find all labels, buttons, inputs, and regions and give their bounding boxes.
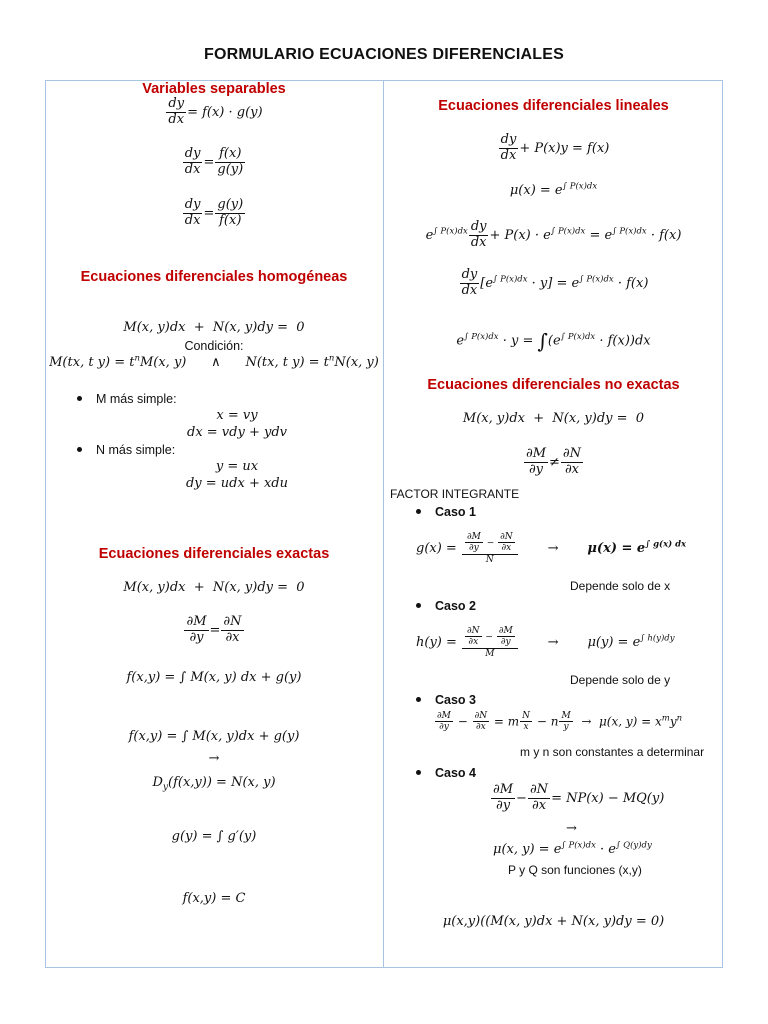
label-m-mas-simple: M más simple: [96, 392, 177, 406]
heading-exactas: Ecuaciones diferenciales exactas [98, 546, 330, 562]
formula-exacta-f1: f(x,y) = ∫ M(x, y) dx + g(y) [126, 670, 302, 685]
formula-no-exacta-condicion: $\frac{\partial M}{\partial y}$ ≠ $\frac{\partial N}{\partial x}$ [525, 446, 582, 477]
formula-exacta-general: M(x, y)dx + N(x, y)dy = 0 [123, 580, 305, 595]
formula-caso-1: g(x) = $\frac{\partial M}{\partial y}$ − $\frac{\partial N}{\partial x}$ N → $\mu(x) = e^{\int g(x) dx}$ [416, 532, 687, 565]
label-factor-integrante: FACTOR INTEGRANTE [390, 487, 520, 501]
formula-exacta-f2: f(x,y) = ∫ M(x, y)dx + g(y) [128, 729, 300, 744]
formula-factor-integrante: $\mu(x) = e^{\int P(x)dx}$ [509, 181, 598, 198]
note-caso-1: Depende solo de x [570, 579, 671, 593]
formula-caso-3: $\frac{\partial M}{\partial y}$ − $\frac{\partial N}{\partial x}$ = m $\frac{N}{x}$ − n $\frac{M}{y}$ → μ(x, $y) = x^my^n$ [437, 711, 683, 733]
formula-separable-2: $\frac{dy}{dx}$ = $\frac{f(x)}{g(y)}$ [184, 146, 244, 177]
arrow-icon: → [566, 821, 577, 836]
heading-homogeneas: Ecuaciones diferenciales homogéneas [80, 269, 348, 285]
heading-no-exactas: Ecuaciones diferenciales no exactas [427, 377, 680, 393]
bullet-caso-3 [416, 693, 476, 707]
formula-n-simple-2: dy = udx + xdu [185, 476, 289, 491]
note-caso-3: m y n son constantes a determinar [520, 745, 705, 759]
bullet-caso-2 [416, 599, 476, 613]
formula-caso-4-mu: μ(x, $y) = e^{\int P(x)dx} \cdot e^{\int Q(y)dy}$ [493, 840, 652, 857]
formula-lineal-derivada: $\frac{dy}{dx}$ $[e^{\int P(x)dx} \cdot y] = e^{\int P(x)dx} \cdot f(x)$ [461, 267, 649, 298]
formula-m-simple-2: dx = vdy + ydv [187, 425, 287, 440]
formula-caso-2: h(y) = $\frac{\partial N}{\partial x}$ − $\frac{\partial M}{\partial y}$ M → $\mu(y) = e^{\int h(y)dy}$ [416, 626, 675, 659]
formula-exacta-c: f(x,y) = C [182, 891, 246, 906]
formula-lineal-general: $\frac{dy}{dx}$ + P(x)y = f(x) [500, 132, 610, 163]
bullet-caso-4 [416, 766, 476, 780]
formula-lineal-multiplicada: $e^{\int P(x)dx}$ $\frac{dy}{dx}$ + $P(x) \cdot e^{\int P(x)dx} = e^{\int P(x)dx} \cdot f(x)$ [425, 219, 682, 250]
bullet-caso-1 [416, 505, 476, 519]
formula-exacta-dy: $D_y(f(x,y)) = N(x$, y) [152, 775, 276, 793]
formula-homogenea-general: M(x, y)dx + N(x, y)dy = 0 [123, 320, 305, 335]
label-caso-2: Caso 2 [435, 599, 476, 613]
heading-variables-separables: Variables separables [142, 81, 286, 97]
formula-condicion-homogenea: M(tx, t $y) = t^nM(x$, y) ∧ N(tx, t $y) = t^nN(x$, y) [49, 353, 379, 370]
label-n-mas-simple: N más simple: [96, 443, 176, 457]
formula-separable-1: $\frac{dy}{dx}$ = f(x) · g(y) [168, 96, 263, 127]
formula-caso-4: $\frac{\partial M}{\partial y}$ − $\frac{\partial N}{\partial x}$ = NP(x) − MQ(y) [493, 782, 665, 813]
bullet-n-mas-simple [77, 443, 175, 457]
label-caso-1: Caso 1 [435, 505, 476, 519]
label-condicion: Condición: [184, 339, 244, 353]
note-caso-4: P y Q son funciones (x,y) [508, 863, 642, 877]
formula-lineal-integral: $e^{\int P(x)dx} \cdot y = \int(e^{\int P(x)dx} \cdot f(x))dx$ [456, 329, 651, 353]
formula-caso-4-final: μ(x,y)((M(x, y)dx + N(x, y)dy = 0) [442, 914, 665, 929]
formula-no-exacta-general: M(x, y)dx + N(x, y)dy = 0 [462, 411, 645, 426]
formula-exacta-g: g(y) = ∫ g′(y) [171, 829, 257, 844]
label-caso-4: Caso 4 [435, 766, 476, 780]
formula-m-simple-1: x = vy [216, 408, 258, 423]
formula-separable-3: $\frac{dy}{dx}$ = $\frac{g(y)}{f(x)}$ [184, 197, 244, 228]
formula-n-simple-1: y = ux [215, 459, 259, 474]
note-caso-2: Depende solo de y [570, 673, 671, 687]
bullet-m-mas-simple [77, 392, 177, 406]
label-caso-3: Caso 3 [435, 693, 476, 707]
arrow-icon: → [208, 751, 220, 766]
heading-lineales: Ecuaciones diferenciales lineales [438, 98, 669, 114]
formula-exacta-condicion: $\frac{\partial M}{\partial y}$ = $\frac{\partial N}{\partial x}$ [186, 614, 242, 645]
page-title: FORMULARIO ECUACIONES DIFERENCIALES [204, 46, 564, 63]
column-divider [383, 80, 384, 968]
